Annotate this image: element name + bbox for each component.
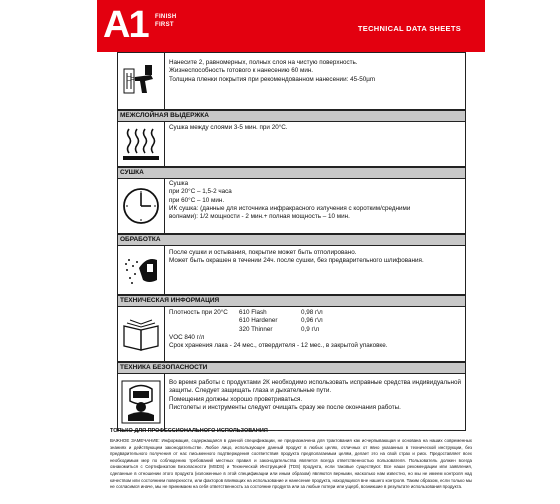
spray-gun-icon	[118, 53, 165, 109]
data-table	[117, 52, 466, 431]
application-row	[118, 52, 465, 110]
density-label: Плотность при 20°C	[169, 309, 228, 316]
storage-info: Срок хранения лака - 24 мес., отвердителя - 12 мес., в закрытой упаковке.	[169, 342, 388, 350]
brand-logo: A1	[103, 4, 148, 46]
density-value: 0,98 г\л	[301, 309, 323, 316]
interlayer-line: Сушка между слоями 3-5 мин. при 20°C.	[169, 124, 288, 131]
drying-line-2: при 20°C – 1,5-2 часа	[169, 188, 232, 196]
page-title: TECHNICAL DATA SHEETS	[357, 24, 461, 33]
footer-title: ТОЛЬКО ДЛЯ ПРОФЕССИОНАЛЬНОГО ИСПОЛЬЗОВАНИЯ	[110, 428, 268, 434]
header-banner	[97, 0, 485, 52]
drying-line-3: при 60°C – 10 мин.	[169, 196, 225, 204]
application-text	[165, 53, 465, 109]
interlayer-text	[165, 122, 465, 166]
footer-disclaimer: ВАЖНОЕ ЗАМЕЧАНИЕ: Информация, содержащаяся в данной спецификации, не предназначена для трактования как исчерпывающая и основана на наших современных знаниях и действующем законодательстве. Любое лицо, использующее данный продукт в любых целях, отличных от явно указанных в технической инструкции, без предварительного получения от нас письменного подтверждения соответствия продукта предполагаемым целям, делает это на свой страх и риск. Предоставляет всех необходимым мер по соблюдению требований местных правил и законодательства является всегда ответственностью пользователя. Пользователь должен всегда ознакомиться с Сертификатом Безопасности (MSDS) и Технической Инструкцией (TDS) продукта, если таковые существуют. Все наши рекомендации или заявления, сделанные в отношении этого продукта (изложенные в этой спецификации или иным образом) являются верными, насколько нам известно, но мы не имеем контроля над качеством или состоянием поверхности, или факторов влияющих на использование и нанесение продукта, находящихся вне нашего контроля. Таким образом, если только мы не согласимся иначе, мы не принимаем на себя ответственность за состояние продукта или за любые потери или ущерб, возникшие в результате использования продукта.	[110, 438, 472, 490]
polishing-icon	[118, 246, 165, 294]
protective-mask-icon	[118, 374, 165, 430]
interlayer-row	[118, 122, 465, 167]
processing-text	[165, 246, 465, 294]
brand-logo-tagline	[155, 13, 176, 29]
evaporation-icon	[118, 122, 165, 166]
density-row-2	[169, 317, 461, 325]
density-value: 0,96 г\л	[301, 317, 323, 325]
voc-value: VOC 840 г/л	[169, 333, 205, 341]
safety-row	[118, 374, 465, 431]
drying-line-5: волнами): 1/2 мощности - 2 мин.+ полная мощность – 10 мин.	[169, 213, 350, 221]
drying-row	[118, 179, 465, 234]
processing-line-1: После сушки и остывания, покрытие может быть отполировано.	[169, 249, 357, 256]
section-heading-interlayer: МЕЖСЛОЙНАЯ ВЫДЕРЖКА	[118, 110, 465, 122]
logo-tagline-line-1: FINISH	[155, 14, 177, 20]
section-heading-processing: ОБРАБОТКА	[118, 234, 465, 246]
density-product: 610 Hardener	[239, 317, 278, 325]
section-heading-technical: ТЕХНИЧЕСКАЯ ИНФОРМАЦИЯ	[118, 295, 465, 307]
density-value: 0,9 г\л	[301, 325, 320, 333]
book-icon	[118, 307, 165, 361]
processing-line-2: Может быть окрашен в течении 24ч. после сушки, без предварительного шлифования.	[169, 257, 424, 265]
safety-paragraph-3: Пистолеты и инструменты следует очищать сразу же после окончания работы.	[169, 403, 401, 411]
logo-tagline-line-2: FIRST	[155, 22, 174, 28]
processing-row	[118, 246, 465, 295]
application-line-3: Толщина пленки покрытия при рекомендованном нанесении: 45-50µm	[169, 75, 376, 83]
safety-paragraph-1: Во время работы с продуктами 2К необходимо использовать исправные средства индивидуальной защиты. Следует защищать глаза и дыхательные пути.	[169, 379, 461, 395]
drying-line-4: ИК сушка: (данные для источника инфракрасного излучения с коротким/средними	[169, 204, 411, 212]
section-heading-safety: ТЕХНИКА БЕЗОПАСНОСТИ	[118, 362, 465, 374]
drying-text	[165, 179, 465, 233]
safety-text	[165, 374, 465, 430]
application-line-1: Нанесите 2, равномерных, полных слоя на чистую поверхность.	[169, 59, 358, 66]
clock-icon	[118, 179, 165, 233]
density-product: 610 Flash	[239, 309, 267, 316]
safety-paragraph-2: Помещения должны хорошо проветриваться.	[169, 395, 303, 403]
application-line-2: Жизнеспособность готового к нанесению 60 мин.	[169, 67, 314, 75]
section-heading-drying: СУШКА	[118, 167, 465, 179]
technical-row	[118, 307, 465, 362]
drying-line-1: Сушка	[169, 180, 189, 187]
technical-text	[165, 307, 465, 361]
density-product: 320 Thinner	[239, 325, 273, 333]
density-row-1	[169, 309, 461, 317]
density-row-3	[169, 326, 461, 334]
